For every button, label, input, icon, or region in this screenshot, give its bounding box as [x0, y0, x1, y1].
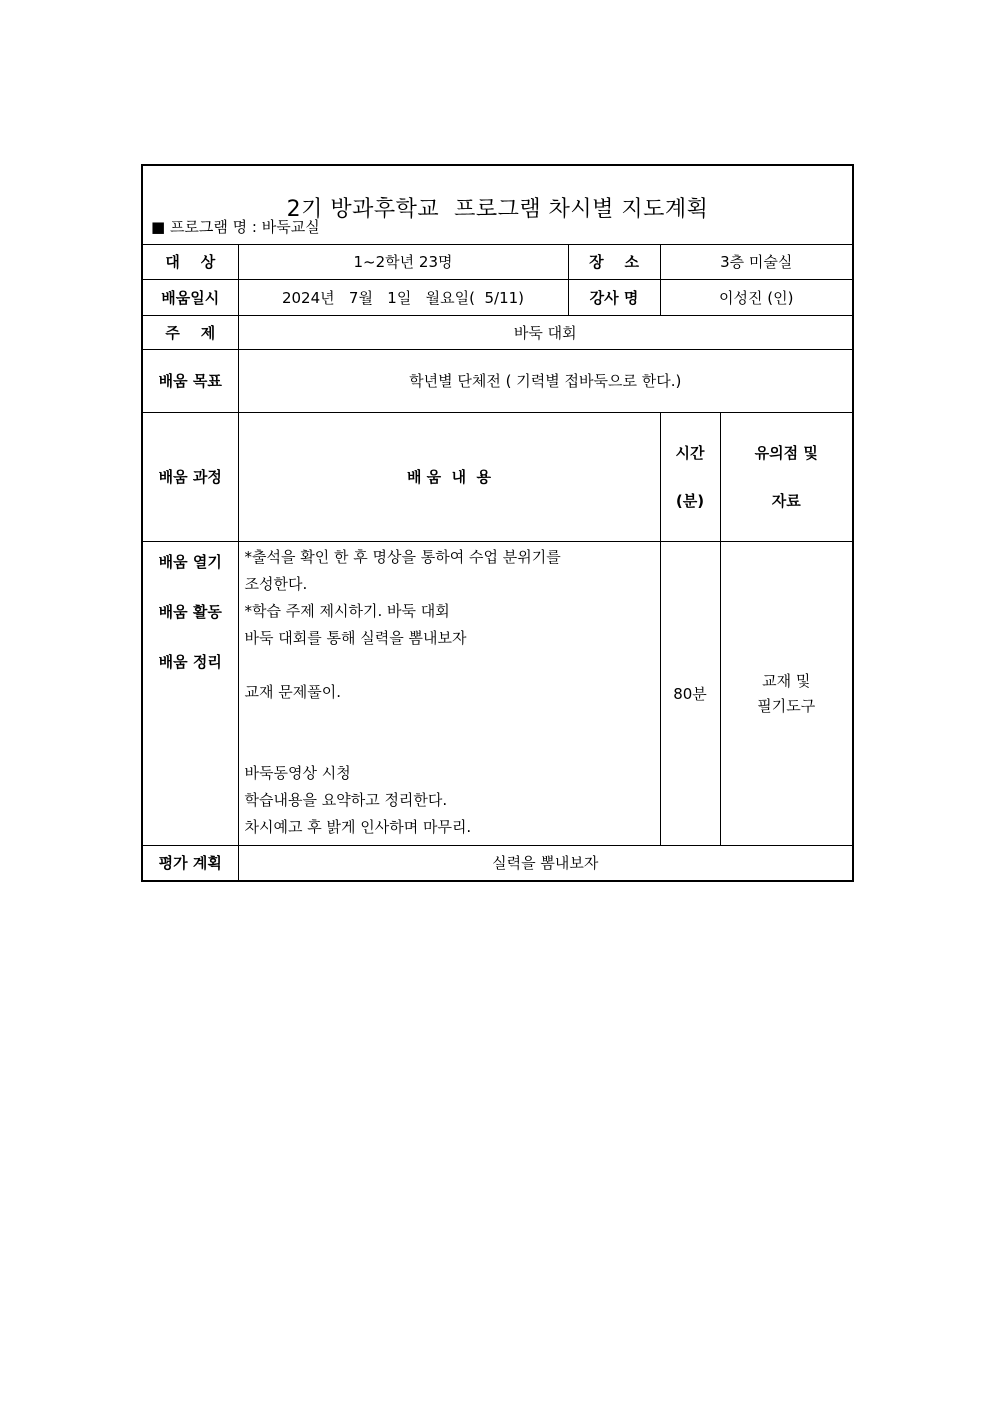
content-line [245, 733, 654, 760]
evaluation-value: 실력을 뽐내보자 [238, 846, 853, 881]
stage-open: 배움 열기 [158, 553, 222, 571]
notes-header-line2: 자료 [771, 492, 801, 510]
topic-label: 주 제 [142, 316, 238, 350]
stage-close: 배움 정리 [158, 653, 222, 671]
goal-label: 배움 목표 [142, 350, 238, 413]
content-line: *학습 주제 제시하기. 바둑 대회 [244, 602, 450, 620]
notes-line2: 필기도구 [757, 696, 816, 715]
notes-header [720, 413, 853, 542]
target-row [142, 245, 853, 280]
content-line: 바둑동영상 시청 [244, 764, 351, 782]
content-line: 학습내용을 요약하고 정리한다. [244, 791, 448, 809]
content-header: 배 움 내 용 [238, 413, 660, 542]
evaluation-row [142, 846, 853, 881]
program-name: ■ 프로그램 명 : 바둑교실 [151, 218, 320, 236]
date-row [142, 280, 853, 316]
notes-line1: 교재 및 [762, 671, 811, 690]
content-cell [238, 542, 660, 846]
time-value: 80분 [660, 542, 720, 846]
goal-row [142, 350, 853, 413]
teacher-value: 이성진 (인) [660, 280, 853, 316]
document-title: 2기 방과후학교 프로그램 차시별 지도계획 [286, 196, 709, 222]
date-label: 배움일시 [142, 280, 238, 316]
content-line [245, 706, 654, 733]
content-line: 바둑 대회를 통해 실력을 뽐내보자 [244, 629, 467, 647]
evaluation-label: 평가 계획 [142, 846, 238, 881]
target-value: 1~2학년 23명 [238, 245, 568, 280]
topic-row [142, 316, 853, 350]
date-value: 2024년 7월 1일 월요일( 5/11) [238, 280, 568, 316]
title-cell [142, 165, 853, 245]
time-header-line2: (분) [675, 492, 705, 510]
stage-activity: 배움 활동 [158, 603, 222, 621]
lesson-plan-table [141, 164, 854, 882]
goal-value: 학년별 단체전 ( 기력별 접바둑으로 한다.) [238, 350, 853, 413]
place-value: 3층 미술실 [660, 245, 853, 280]
target-label: 대 상 [142, 245, 238, 280]
process-header-label: 배움 과정 [142, 413, 238, 542]
process-body-row [142, 542, 853, 846]
content-line: 조성한다. [244, 575, 308, 593]
title-row [142, 165, 853, 245]
time-header-line1: 시간 [675, 444, 705, 462]
stage-labels [142, 542, 238, 846]
content-line: 교재 문제풀이. [244, 683, 341, 701]
topic-value: 바둑 대회 [238, 316, 853, 350]
process-header-row [142, 413, 853, 542]
teacher-label: 강사 명 [568, 280, 660, 316]
content-line [245, 652, 654, 679]
content-line: *출석을 확인 한 후 명상을 통하여 수업 분위기를 [244, 548, 561, 566]
content-line: 차시예고 후 밝게 인사하며 마무리. [244, 818, 472, 836]
time-header [660, 413, 720, 542]
place-label: 장 소 [568, 245, 660, 280]
notes-value [720, 542, 853, 846]
notes-header-line1: 유의점 및 [754, 444, 818, 462]
